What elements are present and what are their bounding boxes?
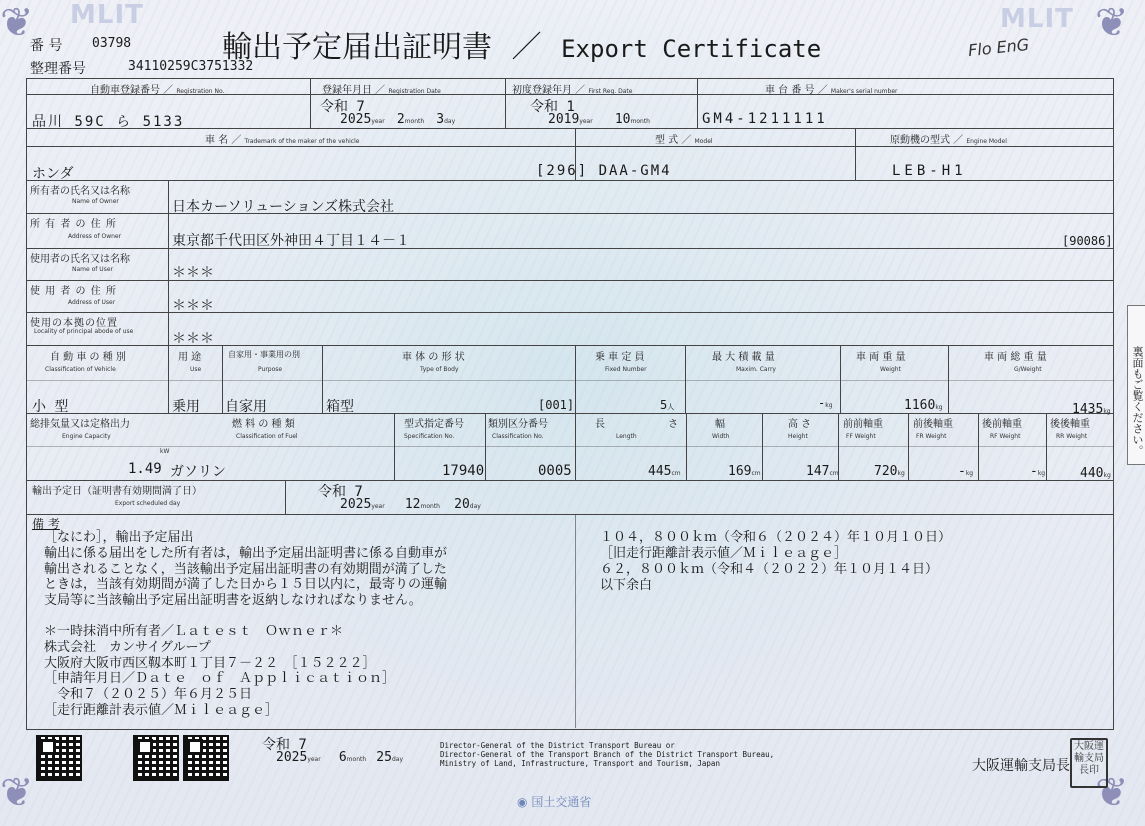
classification-value: 小 型 [32,399,69,415]
reference-number: 34110259C3751332 [128,59,254,74]
remarks-label: 備 考 [32,517,60,531]
gross-weight-value: 1435kg [1072,402,1111,417]
rr-weight-header-en: RR Weight [1056,433,1088,440]
qr-code-3 [183,735,229,781]
max-carry-header-en: Maxim. Carry [736,366,776,373]
issue-date-era: 令和 7 [262,737,307,753]
rf-weight-header: 後前軸重 [982,419,1022,430]
title-en: Export Certificate [561,35,822,63]
remarks-right [600,530,951,594]
purpose-header-en: Purpose [258,366,283,373]
max-carry-value: -kg [818,396,833,410]
mlit-watermark-right: MLIT [1000,4,1074,34]
remark-line: 大阪府大阪市西区靱本町１丁目７－２２ ［１５２２２］ [44,655,376,671]
corner-ornament-top-left: ❦ [0,0,34,46]
fr-weight-header-en: FR Weight [916,433,947,440]
reference-label: 整理番号 [30,61,86,77]
registration-number: 品川 59C ら 5133 [32,114,185,130]
kw-unit: kW [160,448,170,455]
document-title [222,22,821,66]
spec-no-header: 型式指定番号 [404,419,464,430]
classification-header: 自 動 車 の 種 別 [50,352,126,363]
weight-header: 車 両 重 量 [856,352,906,363]
export-date-label: 輸出予定日（証明書有効期間満了日） [32,486,202,497]
use-header-en: Use [190,366,202,373]
number-label: 番 号 [30,38,63,54]
remark-line: ［なにわ］，輸出予定届出 [44,530,194,545]
purpose-value: 自家用 [225,399,267,415]
capacity-header-en: Fixed Number [605,366,647,373]
spec-no-value: 17940 [442,463,485,479]
mileage-line: ［旧走行距離計表示値／Ｍｉｌｅａｇｅ］ [600,546,848,561]
engine-capacity-header: 総排気量又は定格出力 [30,419,130,430]
max-carry-header: 最 大 積 載 量 [712,352,775,363]
title-separator: ／ [511,30,542,65]
body-code: [001] [538,398,575,412]
use-value: 乗用 [172,399,200,415]
spec-no-header-en: Specification No. [404,433,455,440]
remark-line: ［申請年月日／Ｄａｔｅ ｏｆ Ａｐｐｌｉｃａｔｉｏｎ］ [44,671,396,687]
user-name: ＊＊＊ [172,265,214,281]
user-address-label-en: Address of User [68,299,116,306]
reg-date-header: 登録年月日 ／ Registration Date [322,85,441,96]
base-location-label-en: Locality of principal abode of use [34,328,134,335]
user-address-label: 使 用 者 の 住 所 [30,286,117,297]
width-header-en: Width [712,433,730,440]
engine-capacity-header-en: Engine Capacity [62,433,111,440]
width-header: 幅 [715,419,725,430]
mileage-line: 以下余白 [600,578,653,593]
purpose-header: 自家用・事業用の別 [228,350,300,359]
maker-value: ホンダ [32,166,74,182]
fr-weight-value: -kg [958,464,974,479]
remark-line: 令和７（２０２５）年６月２５日 [44,687,253,703]
user-address: ＊＊＊ [172,298,214,314]
user-name-label-en: Name of User [72,266,113,273]
ff-weight-header-en: FF Weight [846,433,876,440]
capacity-header: 乗 車 定 員 [595,352,645,363]
weight-header-en: Weight [880,366,901,373]
remark-line: 輸出に係る届出をした所有者は，輸出予定届出証明書に係る自動車が [44,545,448,561]
remark-line: 支局等に当該輸出予定届出証明書を返納しなければなりません。 [44,593,422,609]
weight-value: 1160kg [904,398,943,413]
length-header: 長 さ [595,419,709,430]
height-value: 147cm [806,464,839,479]
maker-header: 車 名 ／ Trademark of the maker of the vehicle [205,135,360,146]
remark-line: ［走行距離計表示値／Ｍｉｌｅａｇｅ］ [44,702,279,718]
director-general-text: Director-General of the District Transport Bureau or Director-General of the Transport Branch of the District Transport Bureau, Ministry of Land, Infrastructure, Transport and Tourism, Japan [440,741,775,768]
use-header: 用 途 [178,352,202,363]
export-date-value: 2025year 12month 20day [340,497,481,512]
first-reg-value: 2019year 10month [548,112,650,127]
qr-code-2 [133,735,179,781]
handwritten-note: Flo EnG [967,34,1030,61]
height-header: 高 さ [788,419,812,430]
engine-header: 原動機の型式 ／ Engine Model [890,135,1007,146]
rf-weight-value: -kg [1030,464,1046,479]
serial-header: 車 台 番 号 ／ Maker's serial number [765,85,898,96]
gross-weight-header: 車 両 総 重 量 [984,352,1047,363]
issue-date-value: 2025year 6month 25day [276,750,403,765]
rr-weight-header: 後後軸重 [1050,419,1090,430]
fuel-value: ガソリン [170,464,226,480]
owner-address-label: 所 有 者 の 住 所 [30,219,117,230]
owner-name-label-en: Name of Owner [72,198,119,205]
mileage-line: ６２，８００ｋｍ（令和４（２０２２）年１０月１４日） [600,562,939,577]
user-name-label: 使用者の氏名又は名称 [30,254,130,265]
mlit-footer: ◉ 国土交通省 [517,795,592,809]
rf-weight-header-en: RF Weight [990,433,1021,440]
fuel-header-en: Classification of Fuel [236,433,298,440]
body-header: 車 体 の 形 状 [402,352,465,363]
capacity-value: 5人 [660,398,675,412]
length-value: 445cm [648,464,681,479]
issuing-office: 大阪運輸支局長 [972,758,1070,774]
class-no-header-en: Classification No. [492,433,544,440]
gross-weight-header-en: G/Weight [1014,366,1042,373]
mileage-line: １０４，８００ｋｍ（令和６（２０２４）年１０月１０日） [600,530,952,545]
owner-address: 東京都千代田区外神田４丁目１４－１ [172,233,410,249]
serial-number: GM4-1211111 [702,111,828,127]
fr-weight-header: 前後軸重 [913,419,953,430]
ff-weight-value: 720kg [874,464,905,479]
first-reg-header: 初度登録年月 ／ First Reg. Date [512,85,633,96]
model-header: 型 式 ／ Model [655,135,713,146]
corner-ornament-bottom-right: ❦ [1095,770,1129,816]
engine-capacity-value: 1.49 [128,461,162,477]
class-no-value: 0005 [538,463,572,479]
remark-line [44,609,447,624]
ff-weight-header: 前前軸重 [843,419,883,430]
export-date-era: 令和 7 [318,484,363,500]
title-jp: 輸出予定届出証明書 [222,30,492,65]
owner-name: 日本カーソリューションズ株式会社 [172,199,395,215]
side-note-tab: 裏面もご覧ください。 [1127,305,1145,465]
owner-code: [90086] [1062,234,1113,248]
base-location-label: 使用の本拠の位置 [30,318,118,329]
owner-name-label: 所有者の氏名又は名称 [30,186,130,197]
first-reg-era: 令和 1 [530,99,575,115]
remark-line: 輸出されることなく，当該輸出予定届出証明書の有効期間が満了した [44,561,447,577]
reg-date-era: 令和 7 [320,99,365,115]
body-value: 箱型 [326,399,354,415]
corner-ornament-bottom-left: ❦ [0,770,34,816]
owner-address-label-en: Address of Owner [68,233,122,240]
official-seal: 大阪運輸支局長印 [1070,738,1108,788]
export-date-label-en: Export scheduled day [115,500,181,507]
length-header-en: Length [616,433,637,440]
mlit-watermark-left: MLIT [70,0,144,30]
body-header-en: Type of Body [420,366,459,373]
reg-date-value: 2025year 2month 3day [340,112,456,127]
rr-weight-value: 440kg [1080,466,1111,481]
classification-header-en: Classification of Vehicle [45,366,116,373]
engine-model-value: LEB-H1 [892,163,967,179]
model-value: [296] DAA-GM4 [536,163,672,179]
qr-code-1 [36,735,82,781]
remark-line: ＊一時抹消中所有者／Ｌａｔｅｓｔ Ｏｗｎｅｒ＊ [44,623,344,639]
remark-line: ときは，当該有効期間が満了した日から１５日以内に，最寄りの運輸 [44,577,448,593]
reg-no-header: 自動車登録番号 ／ Registration No. [90,85,225,96]
fuel-header: 燃 料 の 種 類 [232,419,295,430]
certificate-number: 03798 [92,36,132,51]
width-value: 169cm [728,464,761,479]
remark-line: 株式会社 カンサイグループ [44,639,211,655]
corner-ornament-top-right: ❦ [1095,0,1129,46]
mlit-logo-icon: ◉ [517,795,528,809]
base-location: ＊＊＊ [172,331,214,347]
remarks-left [44,530,447,719]
height-header-en: Height [788,433,808,440]
class-no-header: 類別区分番号 [488,419,548,430]
